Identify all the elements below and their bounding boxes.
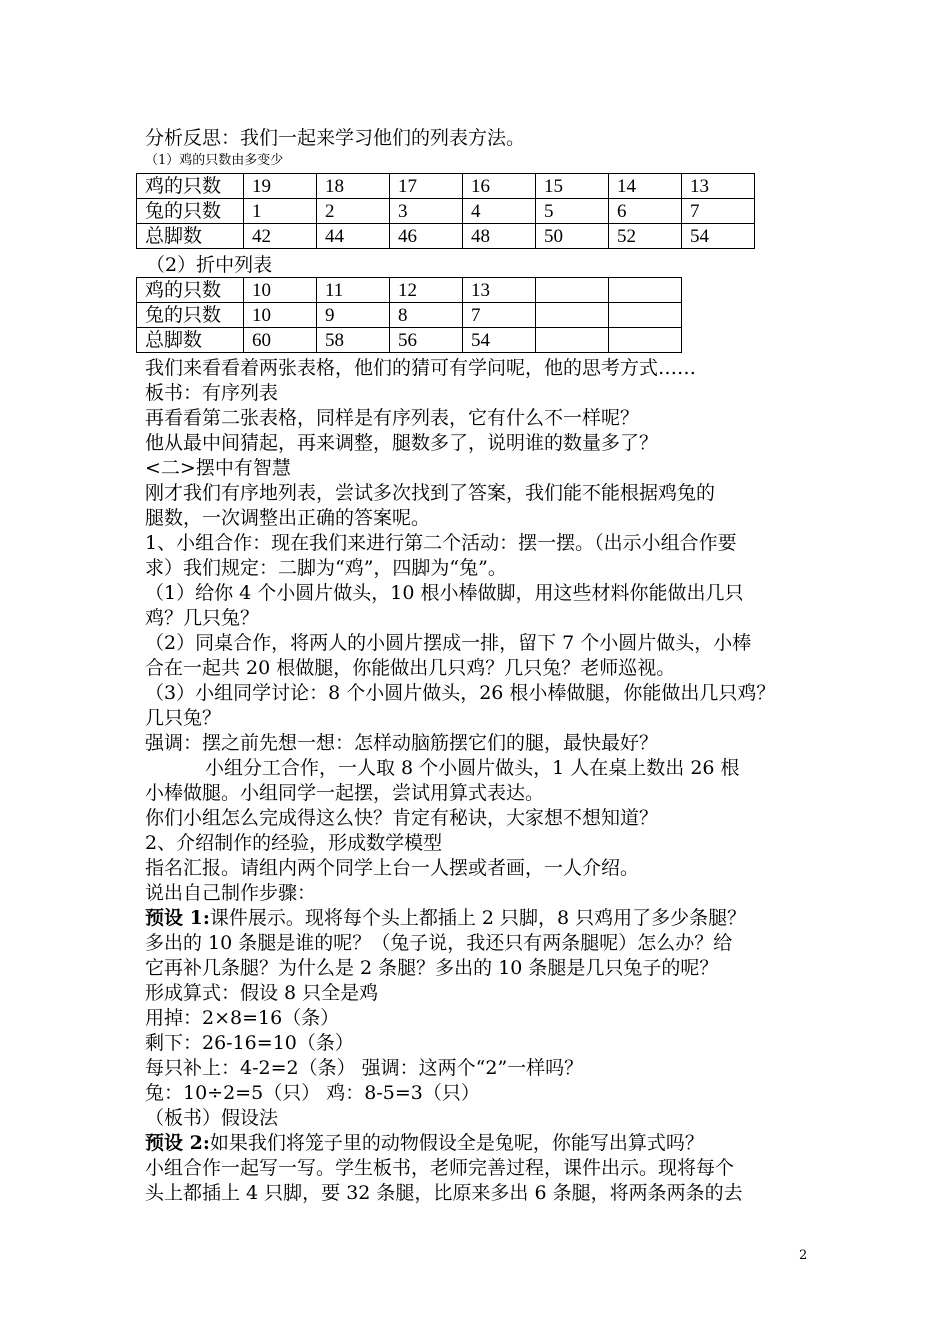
body-line: 剩下：26-16=10（条） — [145, 1032, 354, 1054]
table-cell: 3 — [390, 199, 463, 224]
table1-caption: （1）鸡的只数由多变少 — [145, 153, 284, 168]
table-cell: 17 — [390, 174, 463, 199]
table-cell: 16 — [463, 174, 536, 199]
table-cell: 8 — [390, 303, 463, 328]
body-line: 你们小组怎么完成得这么快？肯定有秘诀，大家想不想知道？ — [145, 807, 659, 829]
body-line: 强调：摆之前先想一想：怎样动脑筋摆它们的腿，最快最好？ — [145, 732, 659, 754]
table-cell: 58 — [317, 328, 390, 353]
body-line: （2）同桌合作，将两人的小圆片摆成一排，留下 7 个小圆片做头，小棒 — [145, 632, 752, 654]
body-line: 我们来看看着两张表格，他们的猜可有学问呢，他的思考方式…… — [145, 357, 697, 379]
section-heading: <二>摆中有智慧 — [145, 457, 291, 479]
table-row — [137, 278, 682, 303]
table2-caption: （2）折中列表 — [146, 254, 273, 276]
table-cell: 14 — [609, 174, 682, 199]
body-line: 用掉：2×8=16（条） — [145, 1007, 340, 1029]
body-line: 多出的 10 条腿是谁的呢？（兔子说，我还只有两条腿呢）怎么办？给 — [145, 932, 733, 954]
table-cell: 7 — [682, 199, 755, 224]
body-line: 它再补几条腿？为什么是 2 条腿？多出的 10 条腿是几只兔子的呢？ — [145, 957, 719, 979]
preset2-text: 如果我们将笼子里的动物假设全是兔呢，你能写出算式吗？ — [209, 1132, 704, 1154]
table-cell: 54 — [682, 224, 755, 249]
body-line: （1）给你 4 个小圆片做头，10 根小棒做脚，用这些材料你能做出几只 — [145, 582, 744, 604]
table-cell: 13 — [463, 278, 536, 303]
body-line: 兔：10÷2=5（只） 鸡：8-5=3（只） — [145, 1082, 480, 1104]
body-line: 每只补上：4-2=2（条） 强调：这两个“2”一样吗？ — [145, 1057, 584, 1079]
body-line: 1、小组合作：现在我们来进行第二个活动：摆一摆。（出示小组合作要 — [145, 532, 737, 554]
table-cell: 60 — [244, 328, 317, 353]
body-line: （3）小组同学讨论：8 个小圆片做头，26 根小棒做腿，你能做出几只鸡？ — [145, 682, 776, 704]
table-cell — [536, 303, 609, 328]
row-label: 兔的只数 — [137, 303, 244, 328]
table-cell: 12 — [390, 278, 463, 303]
body-line: 2、介绍制作的经验，形成数学模型 — [145, 832, 443, 854]
body-line: 求）我们规定：二脚为“鸡”，四脚为“兔”。 — [145, 557, 507, 579]
preset1-label: 预设 1: — [145, 907, 210, 929]
table-cell: 5 — [536, 199, 609, 224]
preset2-line — [145, 1131, 704, 1155]
analysis-heading: 分析反思：我们一起来学习他们的列表方法。 — [145, 127, 526, 149]
preset1-line — [145, 906, 746, 930]
body-line: 说出自己制作步骤： — [145, 882, 317, 904]
table-cell: 2 — [317, 199, 390, 224]
table-cell: 46 — [390, 224, 463, 249]
row-label: 兔的只数 — [137, 199, 244, 224]
body-line: 刚才我们有序地列表，尝试多次找到了答案，我们能不能根据鸡兔的 — [145, 482, 716, 504]
table-cell: 15 — [536, 174, 609, 199]
table-cell: 11 — [317, 278, 390, 303]
table-row — [137, 174, 755, 199]
row-label: 鸡的只数 — [137, 174, 244, 199]
body-line: 小棒做腿。小组同学一起摆，尝试用算式表达。 — [145, 782, 545, 804]
body-line: 几只兔？ — [145, 707, 222, 729]
body-line: 小组分工合作，一人取 8 个小圆片做头，1 人在桌上数出 26 根 — [205, 757, 740, 779]
body-line: （板书）假设法 — [145, 1107, 279, 1129]
body-line: 小组合作一起写一写。学生板书，老师完善过程，课件出示。现将每个 — [145, 1157, 735, 1179]
table-cell — [609, 278, 682, 303]
table-cell — [536, 278, 609, 303]
body-line: 再看看第二张表格，同样是有序列表，它有什么不一样呢？ — [145, 407, 640, 429]
table-chicken-decreasing — [136, 173, 755, 249]
preset1-text: 课件展示。现将每个头上都插上 2 只脚，8 只鸡用了多少条腿？ — [209, 907, 747, 929]
row-label: 鸡的只数 — [137, 278, 244, 303]
table-cell: 6 — [609, 199, 682, 224]
table-middle-guess — [136, 277, 682, 353]
table-cell: 19 — [244, 174, 317, 199]
body-line: 形成算式：假设 8 只全是鸡 — [145, 982, 379, 1004]
table-cell: 9 — [317, 303, 390, 328]
table-cell: 10 — [244, 303, 317, 328]
table-row — [137, 224, 755, 249]
table-cell: 50 — [536, 224, 609, 249]
table-cell: 56 — [390, 328, 463, 353]
preset2-label: 预设 2: — [145, 1132, 210, 1154]
body-line: 合在一起共 20 根做腿，你能做出几只鸡？几只兔？老师巡视。 — [145, 657, 676, 679]
body-line: 腿数，一次调整出正确的答案呢。 — [145, 507, 431, 529]
body-line: 板书：有序列表 — [145, 382, 279, 404]
body-line: 头上都插上 4 只脚，要 32 条腿，比原来多出 6 条腿，将两条两条的去 — [145, 1182, 743, 1204]
table-cell — [536, 328, 609, 353]
table-cell — [609, 328, 682, 353]
table-cell: 44 — [317, 224, 390, 249]
table-row — [137, 303, 682, 328]
table-cell — [609, 303, 682, 328]
row-label: 总脚数 — [137, 224, 244, 249]
row-label: 总脚数 — [137, 328, 244, 353]
body-line: 他从最中间猜起，再来调整，腿数多了，说明谁的数量多了？ — [145, 432, 659, 454]
table-cell: 13 — [682, 174, 755, 199]
table-cell: 10 — [244, 278, 317, 303]
page-number: 2 — [799, 1248, 808, 1263]
table-cell: 48 — [463, 224, 536, 249]
table-cell: 7 — [463, 303, 536, 328]
table-cell: 1 — [244, 199, 317, 224]
table-cell: 54 — [463, 328, 536, 353]
body-line: 指名汇报。请组内两个同学上台一人摆或者画，一人介绍。 — [145, 857, 640, 879]
table-cell: 42 — [244, 224, 317, 249]
table-row — [137, 328, 682, 353]
table-row — [137, 199, 755, 224]
table-cell: 18 — [317, 174, 390, 199]
table-cell: 4 — [463, 199, 536, 224]
body-line: 鸡？几只兔？ — [145, 607, 260, 629]
table-cell: 52 — [609, 224, 682, 249]
